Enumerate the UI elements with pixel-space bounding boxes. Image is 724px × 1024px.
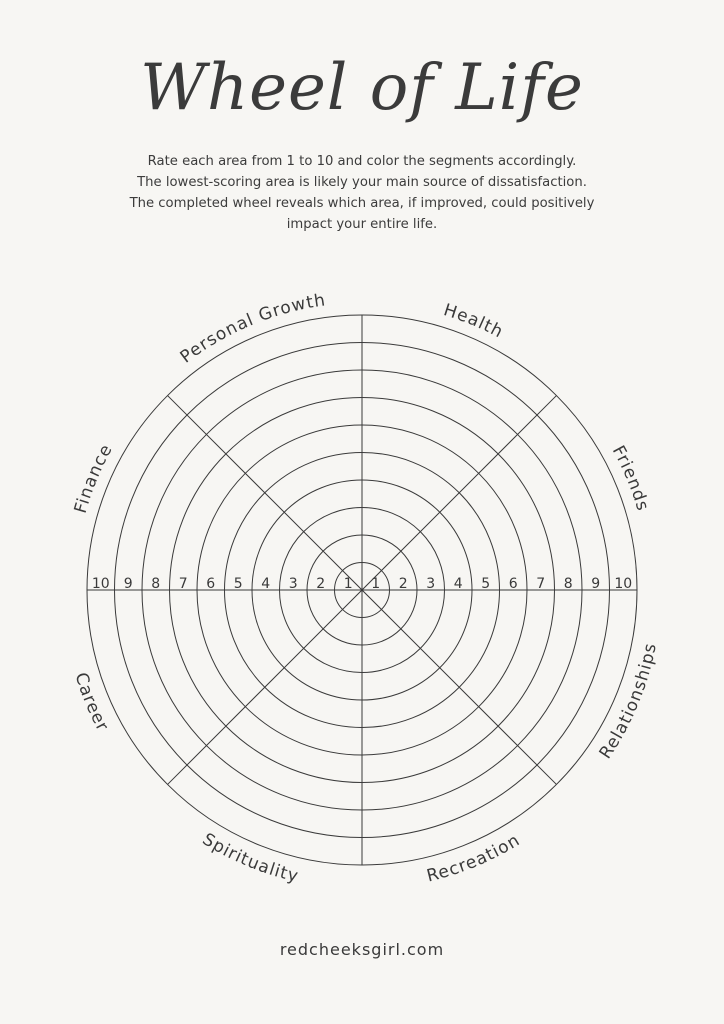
wheel-spokes bbox=[87, 315, 637, 865]
intro-line: The lowest-scoring area is likely your main source of dissatisfaction. bbox=[137, 175, 587, 190]
scale-label: 2 bbox=[316, 576, 326, 592]
area-label-friends: Friends bbox=[607, 442, 653, 514]
area-label-career: Career bbox=[70, 670, 113, 736]
scale-label: 10 bbox=[614, 576, 633, 592]
area-label-recreation: Recreation bbox=[424, 830, 524, 887]
intro-line: The completed wheel reveals which area, if improved, could positively bbox=[129, 196, 595, 211]
area-label-relationships: Relationships bbox=[595, 640, 662, 763]
area-label-personal-growth: Personal Growth bbox=[176, 290, 328, 368]
intro-line: impact your entire life. bbox=[286, 217, 438, 232]
footer-website: redcheeksgirl.com bbox=[279, 940, 445, 959]
area-label-health: Health bbox=[441, 300, 507, 343]
scale-label: 3 bbox=[426, 576, 436, 592]
scale-label: 1 bbox=[371, 576, 381, 592]
scale-label: 5 bbox=[481, 576, 491, 592]
scale-label: 7 bbox=[178, 576, 188, 592]
scale-label: 4 bbox=[453, 576, 463, 592]
scale-label: 7 bbox=[536, 576, 546, 592]
scale-label: 8 bbox=[151, 576, 161, 592]
scale-label: 3 bbox=[288, 576, 298, 592]
scale-label: 8 bbox=[563, 576, 573, 592]
scale-label: 5 bbox=[233, 576, 243, 592]
scale-label: 1 bbox=[343, 576, 353, 592]
page-title: Wheel of Life bbox=[140, 51, 584, 125]
area-label-spirituality: Spirituality bbox=[198, 829, 301, 887]
scale-label: 6 bbox=[206, 576, 216, 592]
intro-line: Rate each area from 1 to 10 and color the segments accordingly. bbox=[147, 154, 577, 169]
scale-label: 9 bbox=[591, 576, 601, 592]
scale-label: 6 bbox=[508, 576, 518, 592]
area-label-finance: Finance bbox=[70, 440, 118, 516]
scale-label: 9 bbox=[123, 576, 133, 592]
scale-label: 10 bbox=[91, 576, 110, 592]
scale-label: 4 bbox=[261, 576, 271, 592]
scale-label: 2 bbox=[398, 576, 408, 592]
